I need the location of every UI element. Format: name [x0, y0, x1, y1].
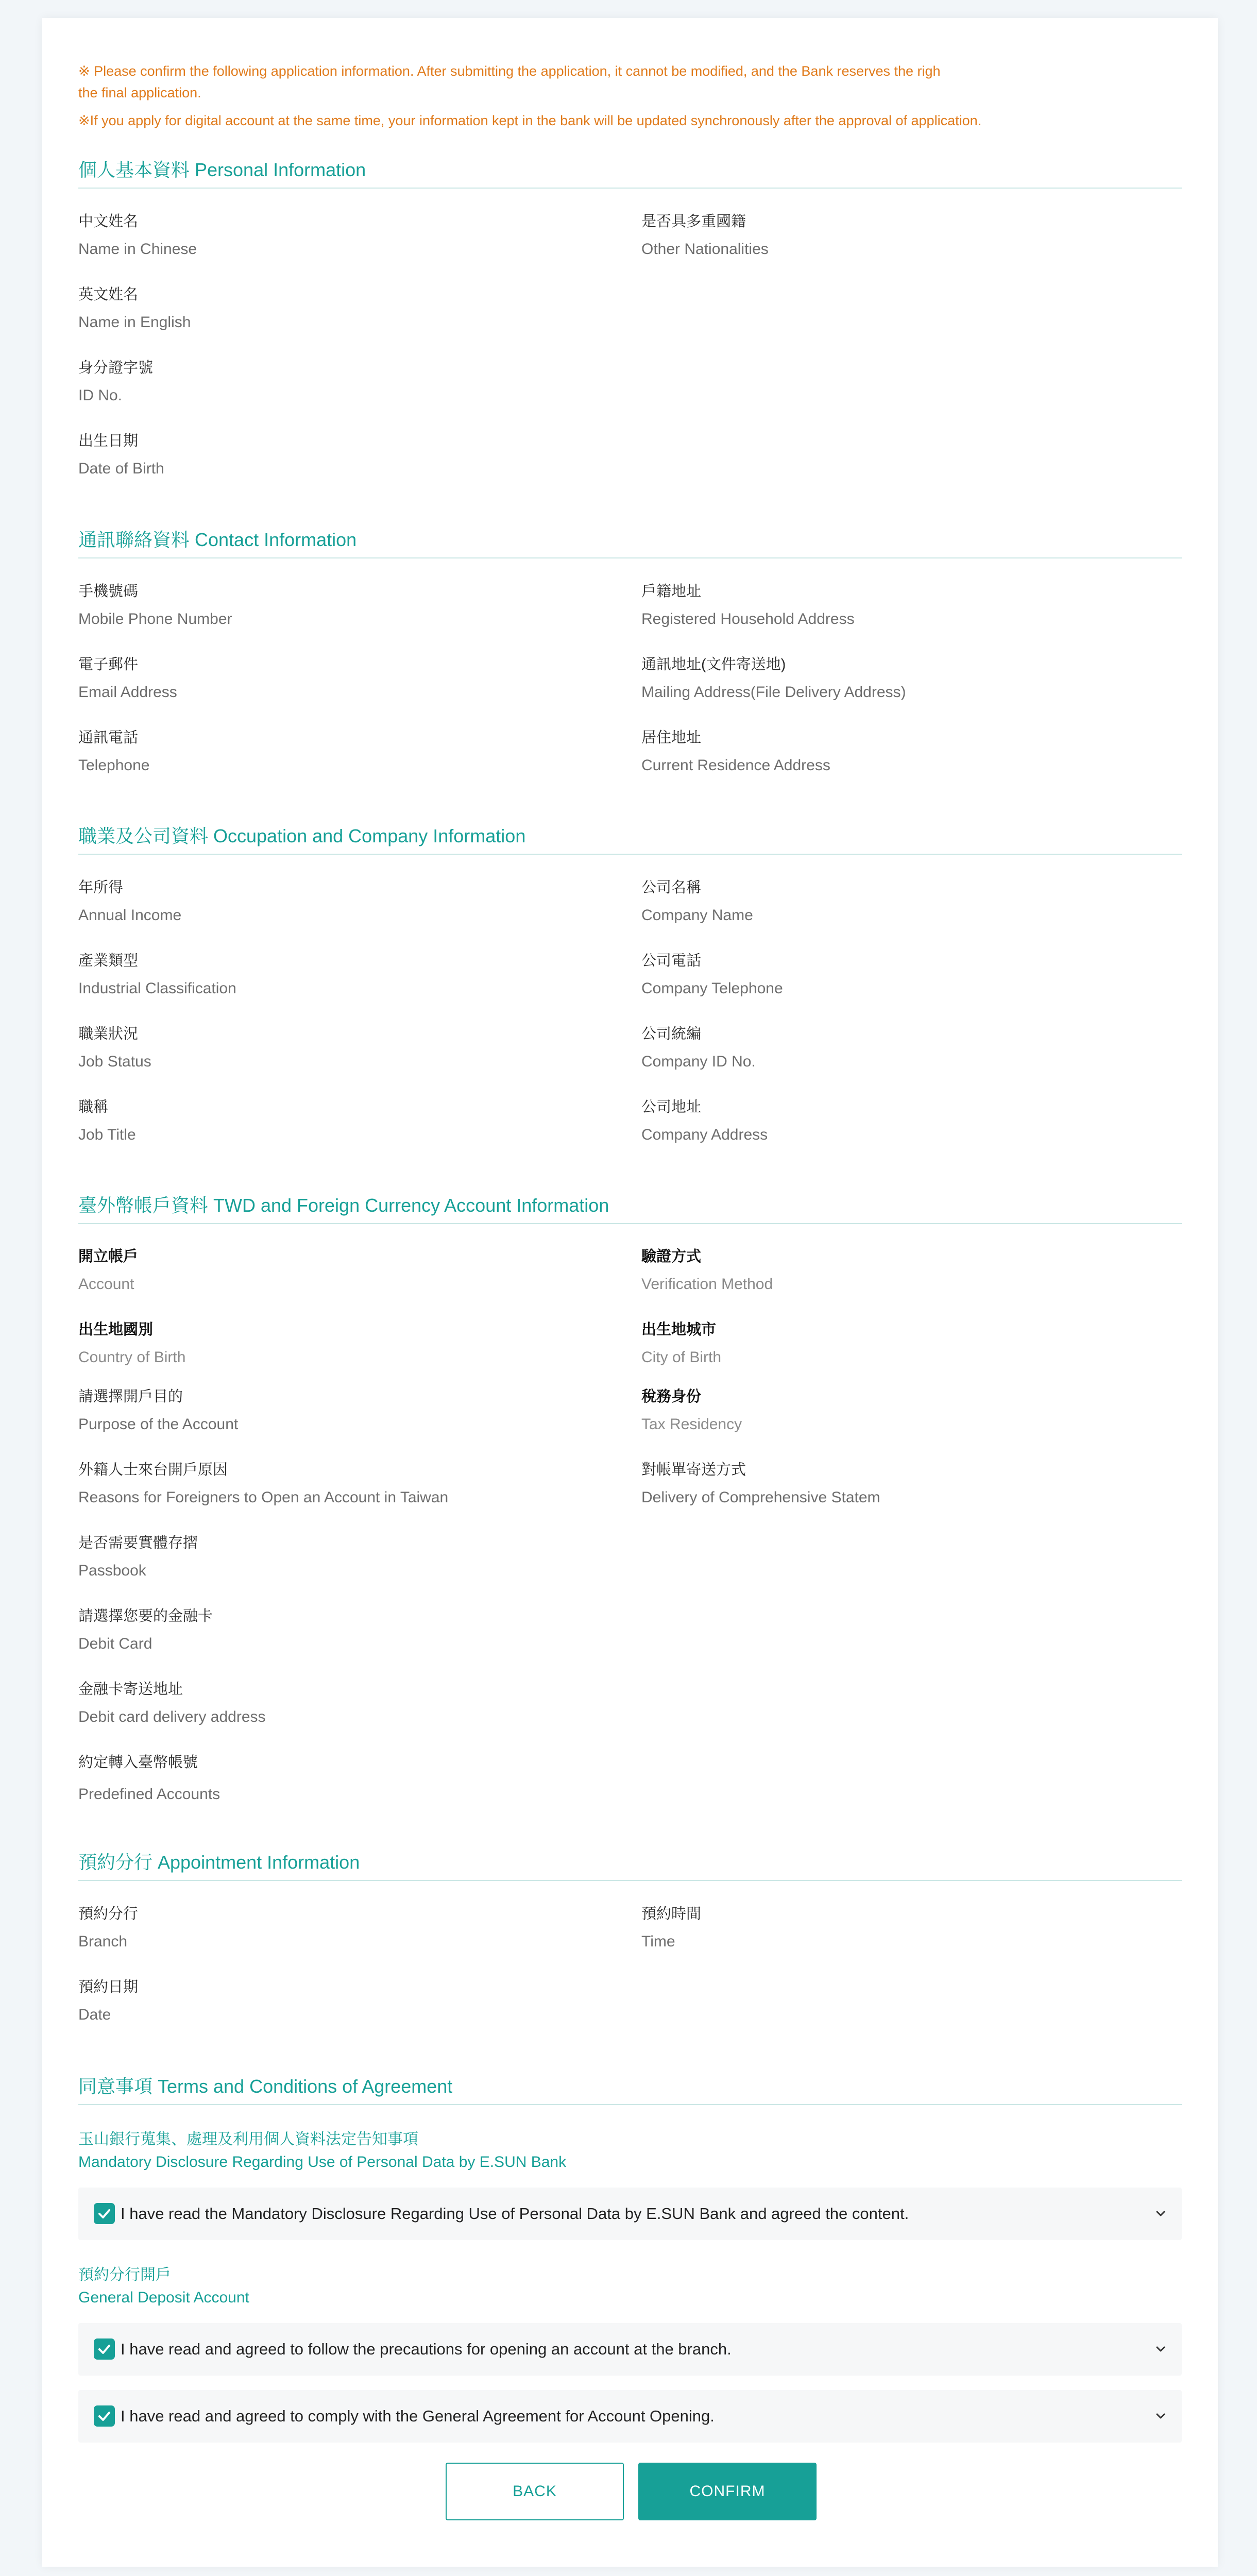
notice-confirm: ※ Please confirm the following application information. After submitting the application, it cannot be modified, and the Bank reserves the righ [78, 63, 941, 79]
checkbox-checked[interactable] [94, 2203, 115, 2224]
field-date [78, 1977, 593, 2025]
field-telephone [78, 727, 593, 776]
field-value: Industrial Classification [78, 980, 236, 997]
field-verification-method [641, 1246, 1157, 1295]
chevron-down-icon[interactable] [1153, 2206, 1168, 2222]
field-value: Email Address [78, 684, 177, 701]
field-tax-residency [641, 1386, 1157, 1435]
field-value: Registered Household Address [641, 611, 855, 628]
field-label: 稅務身份 [641, 1388, 702, 1405]
field-label: 是否具多重國籍 [641, 213, 746, 230]
field-debit-card-address [78, 1679, 593, 1727]
field-label: 驗證方式 [641, 1248, 702, 1265]
field-statement-delivery [641, 1460, 1157, 1508]
field-branch [78, 1904, 593, 1952]
agree-text: I have read and agreed to follow the precautions for opening an account at the branch. [121, 2340, 732, 2358]
field-label: 職業狀況 [78, 1026, 139, 1042]
field-label: 產業類型 [78, 953, 139, 969]
field-predefined-accounts [78, 1752, 593, 1805]
deposit-title-zh: 預約分行開戶 [78, 2266, 171, 2283]
field-label: 外籍人士來台開戶原因 [78, 1462, 228, 1478]
notice-digital-account: ※If you apply for digital account at the same time, your information kept in the bank will be updated synchronously after the approval of application. [78, 113, 982, 128]
field-label: 開立帳戶 [78, 1248, 139, 1265]
field-value: Account [78, 1276, 134, 1293]
field-label: 公司電話 [641, 953, 702, 969]
field-label: 公司統編 [641, 1026, 702, 1042]
field-value: Delivery of Comprehensive Statem [641, 1489, 880, 1506]
field-value: ID No. [78, 387, 123, 404]
field-label: 英文姓名 [78, 286, 139, 303]
field-value: Debit Card [78, 1635, 152, 1652]
notice-confirm-cont: the final application. [78, 85, 201, 100]
field-residence-address [641, 727, 1157, 776]
section-title-personal: 個人基本資料 Personal Information [78, 158, 1182, 189]
field-label: 金融卡寄送地址 [78, 1681, 183, 1698]
field-value: Verification Method [641, 1276, 773, 1293]
field-label: 通訊地址(文件寄送地) [641, 656, 786, 673]
check-icon [97, 2342, 112, 2357]
check-icon [97, 2206, 112, 2221]
field-email [78, 654, 593, 703]
field-debit-card [78, 1606, 593, 1654]
field-account [78, 1246, 593, 1295]
check-icon [97, 2409, 112, 2424]
field-label: 預約日期 [78, 1979, 139, 1995]
field-city-of-birth [641, 1319, 1157, 1368]
field-name-english [78, 284, 593, 333]
field-label: 公司地址 [641, 1099, 702, 1115]
disclosure-title-en: Mandatory Disclosure Regarding Use of Personal Data by E.SUN Bank [78, 2154, 567, 2171]
field-label: 中文姓名 [78, 213, 139, 230]
field-value: Country of Birth [78, 1349, 186, 1366]
confirm-button[interactable]: CONFIRM [638, 2463, 817, 2520]
field-label: 請選擇開戶目的 [78, 1388, 183, 1405]
field-label: 請選擇您要的金融卡 [78, 1608, 213, 1624]
field-label: 年所得 [78, 879, 124, 896]
field-date-of-birth [78, 431, 593, 479]
field-household-address [641, 581, 1157, 630]
field-country-of-birth [78, 1319, 593, 1368]
field-value: Reasons for Foreigners to Open an Account in Taiwan [78, 1489, 449, 1506]
field-value: Company Address [641, 1126, 768, 1143]
field-label: 預約時間 [641, 1906, 702, 1922]
field-value: Job Title [78, 1126, 136, 1143]
field-label: 出生地國別 [78, 1321, 154, 1338]
chevron-down-icon[interactable] [1153, 2409, 1168, 2424]
field-value: Other Nationalities [641, 241, 769, 258]
field-value: Purpose of the Account [78, 1416, 239, 1433]
field-value: Debit card delivery address [78, 1708, 266, 1725]
field-label: 手機號碼 [78, 583, 139, 600]
field-value: Name in Chinese [78, 241, 197, 258]
agree-text: I have read and agreed to comply with the General Agreement for Account Opening. [121, 2407, 715, 2425]
field-value: Company Telephone [641, 980, 783, 997]
field-value: Tax Residency [641, 1416, 742, 1433]
field-mailing-address [641, 654, 1157, 703]
checkbox-checked[interactable] [94, 2338, 115, 2360]
field-label: 約定轉入臺幣帳號 [78, 1754, 198, 1771]
field-value: Mailing Address(File Delivery Address) [641, 684, 906, 701]
field-value: Annual Income [78, 907, 182, 924]
field-mobile [78, 581, 593, 630]
field-company-telephone [641, 951, 1157, 999]
field-foreigner-reason [78, 1460, 593, 1508]
section-title-account: 臺外幣帳戶資料 TWD and Foreign Currency Account Information [78, 1193, 1182, 1224]
field-value: Company Name [641, 907, 753, 924]
field-label: 戶籍地址 [641, 583, 702, 600]
field-value: City of Birth [641, 1349, 722, 1366]
field-label: 對帳單寄送方式 [641, 1462, 746, 1478]
chevron-down-icon[interactable] [1153, 2342, 1168, 2357]
checkbox-checked[interactable] [94, 2405, 115, 2427]
field-name-chinese [78, 211, 593, 260]
field-label: 電子郵件 [78, 656, 139, 673]
field-annual-income [78, 877, 593, 926]
agree-personal-data-row[interactable] [78, 2188, 1182, 2240]
back-button[interactable]: BACK [446, 2463, 624, 2520]
field-value: Name in English [78, 314, 191, 331]
field-company-id [641, 1024, 1157, 1072]
field-company-address [641, 1097, 1157, 1145]
agree-text: I have read the Mandatory Disclosure Regarding Use of Personal Data by E.SUN Bank and agreed the content. [121, 2205, 909, 2223]
disclosure-title-zh: 玉山銀行蒐集、處理及利用個人資料法定告知事項 [78, 2131, 418, 2148]
field-label: 身分證字號 [78, 360, 154, 376]
field-other-nationalities [641, 211, 1157, 260]
field-value: Date of Birth [78, 460, 164, 477]
field-value: Mobile Phone Number [78, 611, 232, 628]
application-confirm-card [42, 18, 1218, 2567]
field-job-title [78, 1097, 593, 1145]
deposit-title-en: General Deposit Account [78, 2289, 249, 2306]
field-label: 居住地址 [641, 730, 702, 746]
field-label: 出生日期 [78, 433, 139, 449]
field-value: Job Status [78, 1053, 151, 1070]
field-label: 出生地城市 [641, 1321, 717, 1338]
field-value: Branch [78, 1933, 128, 1950]
agree-branch-precautions-row[interactable] [78, 2323, 1182, 2376]
field-value: Company ID No. [641, 1053, 756, 1070]
field-id-no [78, 358, 593, 406]
field-label: 職稱 [78, 1099, 109, 1115]
field-account-purpose [78, 1386, 593, 1435]
field-label: 通訊電話 [78, 730, 139, 746]
field-label: 預約分行 [78, 1906, 139, 1922]
field-company-name [641, 877, 1157, 926]
field-value: Passbook [78, 1562, 146, 1579]
field-job-status [78, 1024, 593, 1072]
field-value: Predefined Accounts [78, 1786, 220, 1803]
field-value: Current Residence Address [641, 757, 830, 774]
field-label: 公司名稱 [641, 879, 702, 896]
section-title-appointment: 預約分行 Appointment Information [78, 1850, 1182, 1881]
field-value: Time [641, 1933, 675, 1950]
agree-general-agreement-row[interactable] [78, 2390, 1182, 2443]
section-title-terms: 同意事項 Terms and Conditions of Agreement [78, 2074, 1182, 2105]
section-title-contact: 通訊聯絡資料 Contact Information [78, 528, 1182, 558]
field-value: Telephone [78, 757, 150, 774]
field-label: 是否需要實體存摺 [78, 1535, 198, 1551]
field-time [641, 1904, 1157, 1952]
field-value: Date [78, 2006, 111, 2023]
section-title-occupation: 職業及公司資料 Occupation and Company Information [78, 824, 1182, 855]
field-industrial-classification [78, 951, 593, 999]
field-passbook [78, 1533, 593, 1581]
